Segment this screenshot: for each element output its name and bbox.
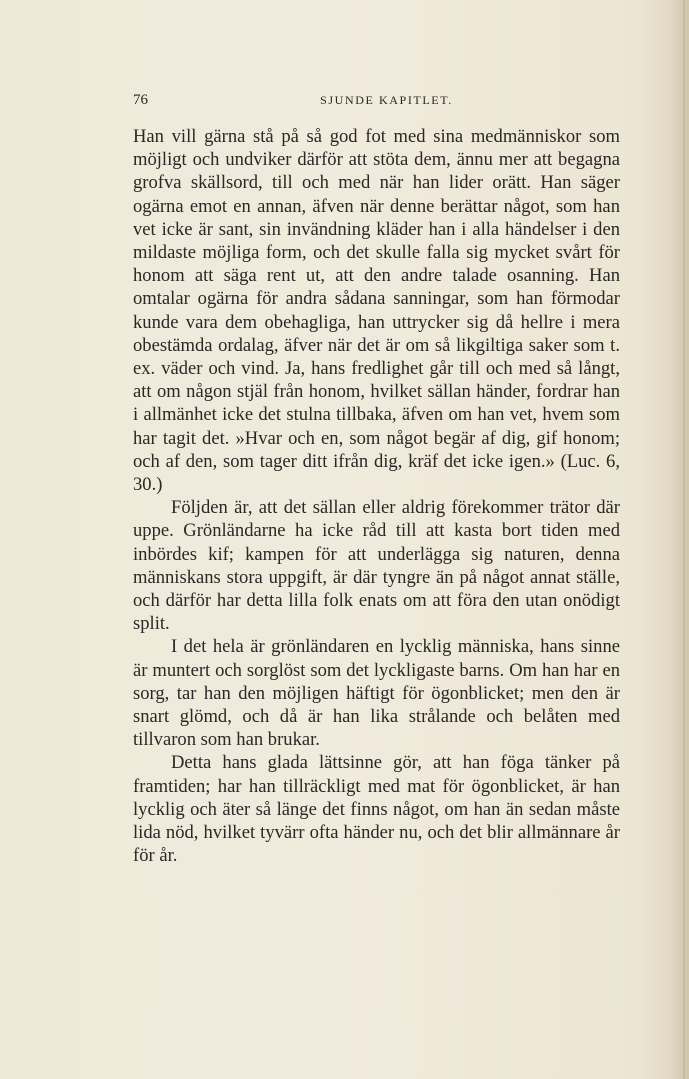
page-number: 76 bbox=[133, 92, 148, 108]
paragraph: Han vill gärna stå på så god fot med sina medmänniskor som möjligt och undviker därför att stöta dem, ännu mer att begagna grofva skällsord, till och med när han lider orätt. Han säger ogärna emot en annan, äfven när denne berättar något, som han vet icke är sant, sin invändning kläder han i alla händelser i den mildaste möjliga form, och det skulle falla sig mycket svårt för honom att säga rent ut, att den andre talade osanning. Han omtalar ogärna för andra sådana sanningar, som han förmodar kunde vara dem obehagliga, han uttrycker sig då hellre i mera obestämda ordalag, äfver när det är om så likgiltiga saker som t. ex. väder och vind. Ja, hans fredlighet går till och med så långt, att om någon stjäl från honom, hvilket sällan händer, fordrar han i allmänhet icke det stulna tillbaka, äfven om han vet, hvem som har tagit det. »Hvar och en, som något begär af dig, gif honom; och af den, som tager ditt ifrån dig, kräf det icke igen.» (Luc. 6, 30.) bbox=[133, 126, 620, 496]
paragraph: Detta hans glada lättsinne gör, att han föga tänker på framtiden; har han tillräckligt med mat för ögonblicket, är han lycklig och äter så länge det finns något, om han än sedan måste lida nöd, hvilket tyvärr ofta händer nu, och det blir allmännare år för år. bbox=[133, 752, 620, 867]
page-header bbox=[133, 92, 620, 112]
page-edge bbox=[683, 0, 685, 1079]
running-head: SJUNDE KAPITLET. bbox=[320, 93, 453, 107]
paragraph: I det hela är grönländaren en lycklig människa, hans sinne är muntert och sorglöst som det lyckligaste barns. Om han har en sorg, tar han den möjligen häftigt för ögonblicket; men den är snart glömd, och då är han lika strålande och belåten med tillvaron som han brukar. bbox=[133, 636, 620, 751]
paragraph: Följden är, att det sällan eller aldrig förekommer trätor där uppe. Grönländarne ha icke råd till att kasta bort tiden med inbördes kif; kampen för att underlägga sig naturen, denna människans stora uppgift, är där tyngre än på något annat ställe, och därför har detta lilla folk enats om att föra den utan onödigt split. bbox=[133, 497, 620, 635]
body-text bbox=[133, 125, 620, 868]
